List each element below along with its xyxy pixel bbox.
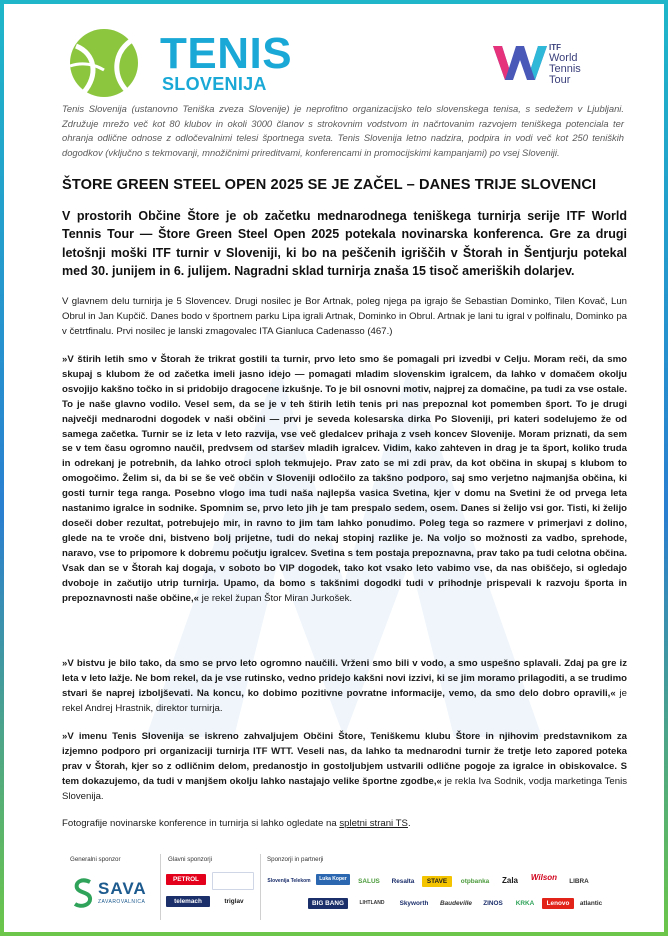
sponsors-strip <box>62 854 632 924</box>
press-headline: ŠTORE GREEN STEEL OPEN 2025 SE JE ZAČEL – DANES TRIJE SLOVENCI <box>62 177 597 193</box>
sponsor-logo-bigbang: BIG BANG <box>308 898 348 909</box>
tennis-ball-icon <box>64 26 150 98</box>
marketing-quote-attribution: je rekla Iva Sodnik, vodja marketinga Tenis Slovenija. <box>62 775 627 802</box>
sponsor-logo-telemach: telemach <box>166 896 210 907</box>
marketing-quote <box>62 730 627 805</box>
sponsor-logo-generic <box>212 872 254 890</box>
sava-s-mark-icon <box>72 878 94 908</box>
director-quote-attribution: je rekel Andrej Hrastnik, direktor turnirja. <box>62 687 627 714</box>
director-quote <box>62 657 627 717</box>
brand-title: TENIS <box>160 29 293 78</box>
sava-logo <box>72 878 152 910</box>
sponsor-logo-skyworth: Skyworth <box>399 900 429 907</box>
itf-world-tennis-tour-logo <box>491 40 631 90</box>
sponsor-logo-krka: KRKA <box>515 900 535 907</box>
sponsor-logo-zinos: ZINOS <box>483 900 503 907</box>
brand-subtitle: SLOVENIJA <box>162 74 267 94</box>
photos-note-end: . <box>407 818 411 829</box>
sponsor-logo-wilson: Wilson <box>530 873 558 882</box>
photos-note-text: Fotografije novinarske konference in turnirja si lahko ogledate na <box>62 818 340 829</box>
sponsor-logo-telekom: Slovenija Telekom <box>267 878 311 884</box>
sponsor-logo-petrol: PETROL <box>166 874 206 885</box>
mayor-quote-text: »V štirih letih smo v Štorah že trikrat gostili ta turnir, prvo leto smo še pomagali pri izvedbi v Celju. Moram reči, da smo skupaj s klubom že od začetka imeli jasno idejo — pomagati mladim slovenskim igralcem, da lahko v domačem okolju osvojijo kakšno točko in si pridobijo dragocene izkušnje. To je bil osnovni motiv, najprej za domačine, pa tudi za vse ostale. To je naše glavno vodilo. Vesel sem, da se je v teh štirih letih tenis pri nas prepoznal kot pomemben šport. To je drugi največji mednarodni dogodek v naši občini — prvi je seveda kolesarska dirka Po Sloveniji, pri kateri sodelujemo že od samega začetka. Turnir se iz leta v leto razvija, vse več gledalcev prihaja z vseh koncev Slovenije. Moram priznati, da sem se v tem času ogromno naučil, predvsem od staršev mladih igralcev. Vidim, kako zahteven in drag je ta šport, koliko truda in odrekanj je potrebnih, da lahko otroci sploh tekmujejo. Prav zato se mi zdi prav, da kot občina in skupaj s klubom to omogočimo. Želim si, da bi se še več občin v Sloveniji odločilo za takšno podporo, saj smo verjetno najmanjša občina, ki gosti turnir tega ranga. Posebno vlogo ima tudi naša najlepša vasica Svetina, kjer v domu na Svetini že od prvega leta nastanimo igralce in sodnike. Spomnim se, prvo leto jih je tam prespalo sedem, osem. Danes si želijo vsi gor. Tisti, ki želijo doseči dober rezultat, potrebujejo mir, in ravno to jim tam lahko ponudimo. Poleg tega so razmere v primerjavi z dolino, glede na te vroče dni, bistveno bolj prijetne, tudi do nekaj stopinj razlike je. Na voljo so možnosti za vadbo, sprehode, naravo, vse to pripomore k dobremu počutju igralcev. Svetina s tem postaja prepoznavna, prav tako pa tudi celotna občina. Vsak dan se v Štorah kaj dogaja, v soboto bo VIP dogodek, tako kot vsako leto vabimo vse, da nas obiščejo, si ogledajo dvoboje in začutijo utrip turnirja. Upamo, da bomo s takšnimi dogodki tudi v prihodnje prispevali k razvoju športa in prepoznavnosti naše občine,« <box>62 354 627 604</box>
sponsor-logo-lihtland: LIHTLAND <box>359 900 385 906</box>
organization-intro: Tenis Slovenija (ustanovno Teniška zveza Slovenije) je neprofitno organizacijsko telo slovenskega tenisa, s sedežem v Ljubljani. Združuje mrežo več kot 80 klubov in okoli 3000 članov s strokovnim vodstvom in načrtovanim razvojem teniškega potenciala ter ohranja odlične odnose z odločevalnimi telesi športnega sveta. Tenis Slovenija letno nadzira, podpira in vodi več kot 250 teniških dogodkov (vključno s tekmovanji, množičnimi prireditvami, konferencami in promocijskimi kampanjami) po vsej Sloveniji. <box>62 103 624 158</box>
sponsor-logo-stave: STAVE <box>422 876 452 887</box>
sponsor-logo-salus: SALUS <box>358 878 380 885</box>
itf-tennis-label: Tennis <box>549 63 581 75</box>
sponsor-logo-zala: Zala <box>501 876 518 885</box>
sponsor-logo-otp: otpbanka <box>460 878 490 885</box>
sponsor-logo-luka-koper: Luka Koper <box>316 874 350 885</box>
main-sponsors-label: Glavni sponzorji <box>168 856 213 863</box>
press-release-page <box>4 4 664 932</box>
sponsor-logo-triglav: triglav <box>224 898 244 905</box>
sponsor-divider <box>260 854 261 920</box>
sponsor-logo-resalta: Resalta <box>391 878 415 885</box>
tenis-slovenija-logo <box>64 24 293 99</box>
sponsor-logo-baudeville: Baudeville <box>440 900 472 907</box>
ts-website-link[interactable]: spletni strani TS <box>339 818 408 829</box>
sponsor-logo-libra: LIBRA <box>569 878 589 885</box>
mayor-quote <box>62 353 627 606</box>
director-quote-text: »V bistvu je bilo tako, da smo se prvo leto ogromno naučili. Vrženi smo bili v vodo, a smo uspešno splavali. Zdaj pa gre iz leta v leto lažje. Ne bom rekel, da je vse rutinsko, vedno pridejo kakšni novi izzivi, ki se jim moramo prilagoditi, a se trudimo stvari še naprej izboljševati. Na koncu, ko dobimo pozitivne povratne informacije, vemo, da smo delo dobro opravili,« <box>62 658 627 699</box>
itf-world-label: World <box>549 52 578 64</box>
players-paragraph: V glavnem delu turnirja je 5 Slovencev. Drugi nosilec je Bor Artnak, poleg njega pa igrajo še Sebastian Dominko, Tilen Kovač, Lun Obrul in Jan Kupčič. Danes bodo v športnem parku Lipa igrali Artnak, Dominko in Obrul. Artnak je lani tu igral v polfinalu, Dominko pa v četrtfinalu. Prvi nosilec je lanski zmagovalec ITA Gianluca Cadenasso (467.) <box>62 296 627 337</box>
sponsor-logo-atlantic: atlantic <box>579 900 603 907</box>
general-sponsor-label: Generalni sponzor <box>70 856 121 863</box>
lead-paragraph: V prostorih Občine Štore je ob začetku mednarodnega teniškega turnirja serije ITF World Tennis Tour — Štore Green Steel Open 2025 potekala novinarska konferenca. Gre za drugi letošnji moški ITF turnir v Sloveniji, ki bo na peščenih igriščih v Štorah in Šentjurju potekal med 30. junijem in 6. julijem. Nagradni sklad turnirja znaša 15 tisoč ameriških dolarjev. <box>62 209 627 279</box>
itf-wordmark <box>549 42 581 86</box>
marketing-quote-text: »V imenu Tenis Slovenija se iskreno zahvaljujem Občini Štore, Teniškemu klubu Štore in njihovim predstavnikom za izjemno podporo pri organizaciji turnirja ITF WTT. Veseli nas, da lahko ta mednarodni turnir že tretje leto zapored poteka prav v Štorah, kjer so z odličnim delom, predanostjo in gostoljubjem ustvarili odlične pogoje za igralce in obiskovalce. S tem dokazujemo, da tudi v manjšem okolju lahko nastajajo velike športne zgodbe,« <box>62 731 627 787</box>
itf-tour-label: Tour <box>549 74 571 86</box>
partners-label: Sponzorji in partnerji <box>267 856 324 863</box>
sava-wordmark: SAVA <box>98 879 147 898</box>
sponsor-logo-lenovo: Lenovo <box>542 898 574 909</box>
photos-note <box>62 817 627 832</box>
itf-label: ITF <box>549 43 561 52</box>
sava-subtitle: ZAVAROVALNICA <box>98 899 146 905</box>
sponsor-divider <box>160 854 161 920</box>
mayor-quote-attribution: je rekel župan Štor Miran Jurkošek. <box>199 592 353 604</box>
itf-w-mark-icon <box>491 40 549 86</box>
